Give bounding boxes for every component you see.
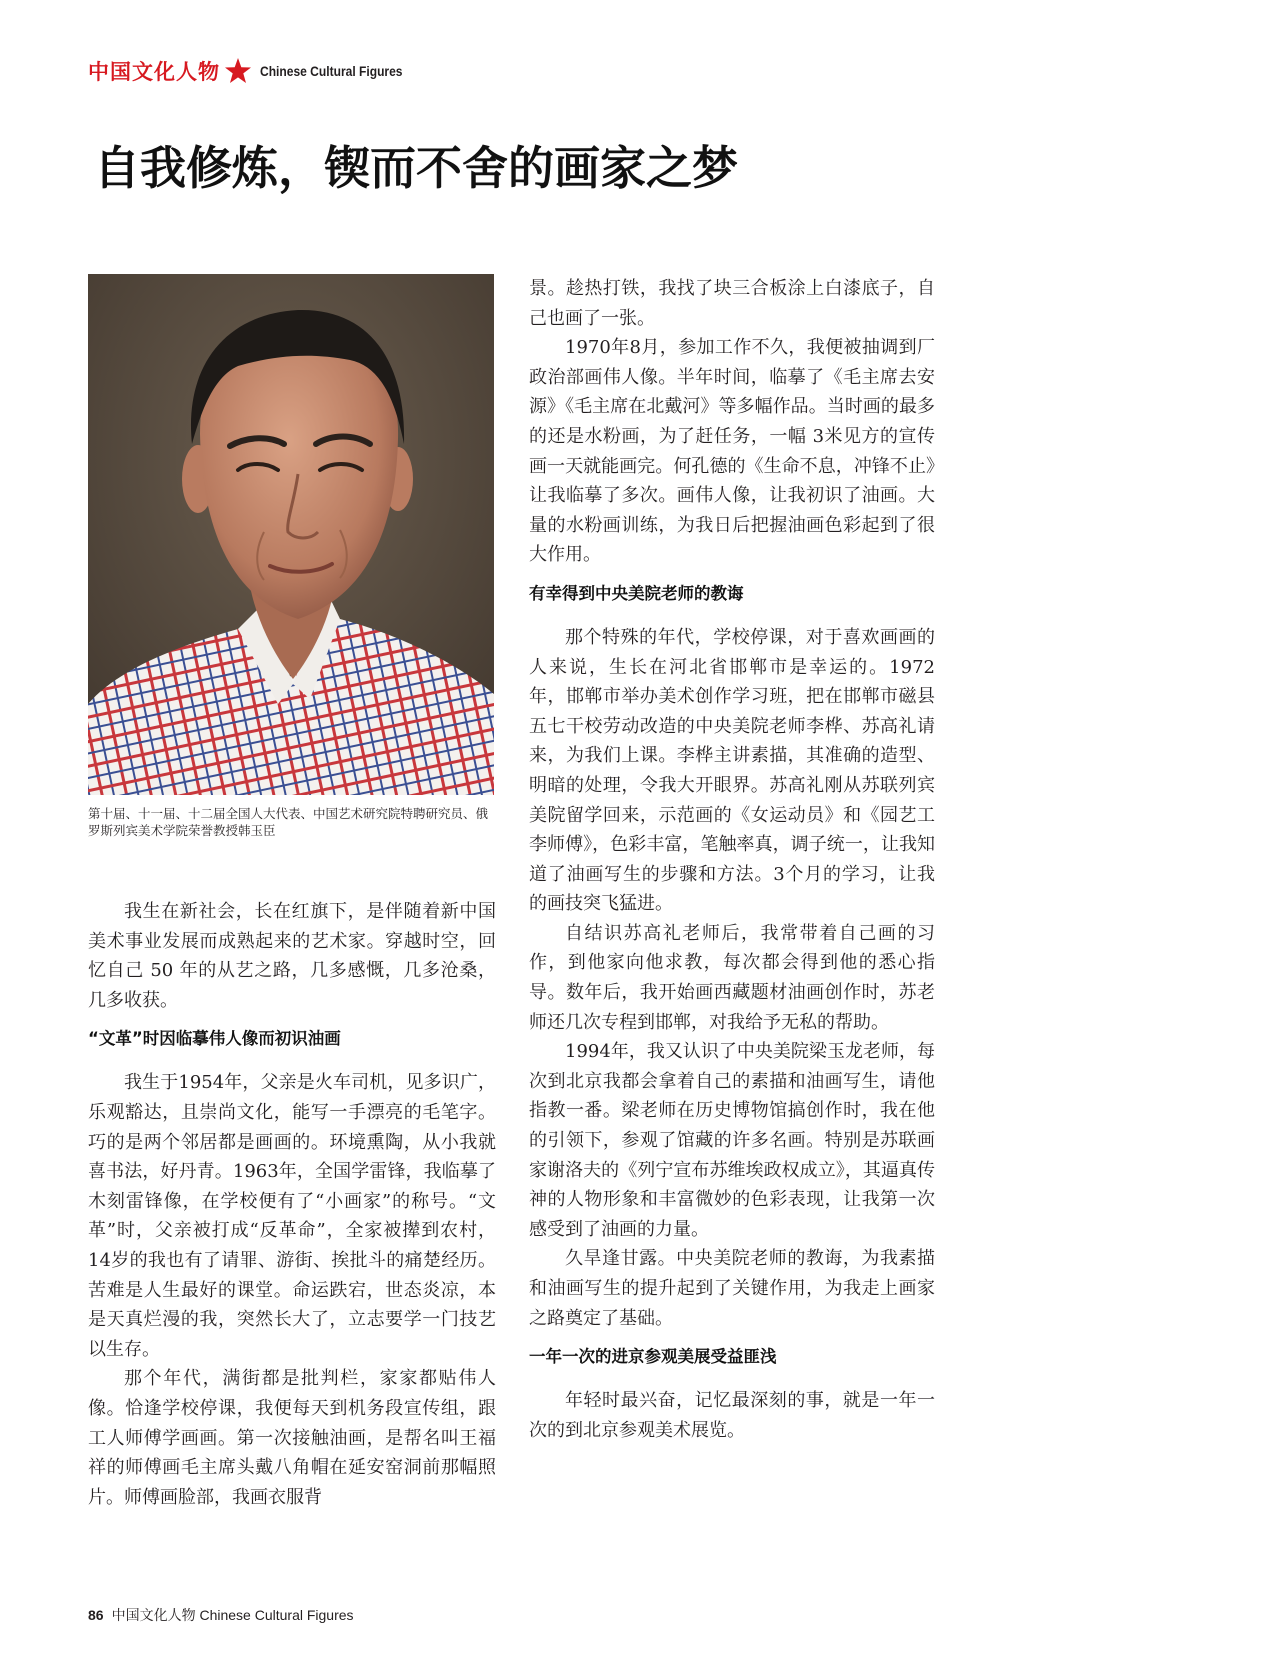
paragraph: 那个年代，满街都是批判栏，家家都贴伟人像。恰逢学校停课，我便每天到机务段宣传组，跟工人师傅学画画。第一次接触油画，是帮名叫王福祥的师傅画毛主席头戴八角帽在延安窑洞前那幅照片。师傅画脸部，我画衣服背 [88, 1368, 496, 1508]
page-number: 86 [88, 1607, 104, 1623]
portrait-illustration [88, 274, 494, 795]
page-footer [88, 1605, 354, 1625]
left-text-column [88, 897, 496, 1512]
paragraph: 久旱逢甘露。中央美院老师的教诲，为我素描和油画写生的提升起到了关键作用，为我走上画家之路奠定了基础。 [529, 1248, 935, 1329]
paragraph: 年轻时最兴奋，记忆最深刻的事，就是一年一次的到北京参观美术展览。 [529, 1390, 935, 1441]
star-icon [224, 57, 252, 85]
continued-paragraph: 景。趁热打铁，我找了块三合板涂上白漆底子，自己也画了一张。 [529, 278, 935, 329]
magazine-name-cn: 中国文化人物 [88, 59, 220, 84]
magazine-name-en: Chinese Cultural Figures [260, 63, 403, 79]
section-heading-1: “文革”时因临摹伟人像而初识油画 [88, 1029, 341, 1049]
section-heading-3: 一年一次的进京参观美展受益匪浅 [529, 1347, 777, 1367]
intro-paragraph: 我生在新社会，长在红旗下，是伴随着新中国美术事业发展而成熟起来的艺术家。穿越时空，回忆自己 50 年的从艺之路，几多感慨，几多沧桑，几多收获。 [88, 901, 496, 1011]
paragraph: 那个特殊的年代，学校停课，对于喜欢画画的人来说，生长在河北省邯郸市是幸运的。1972 年，邯郸市举办美术创作学习班，把在邯郸市磁县五七干校劳动改造的中央美院老师李桦、苏高礼请来，为我们上课。李桦主讲素描，其准确的造型、明暗的处理，令我大开眼界。苏高礼刚从苏联列宾美院留学回来，示范画的《女运动员》和《园艺工李师傅》，色彩丰富，笔触率真，调子统一，让我知道了油画写生的步骤和方法。3个月的学习，让我的画技突飞猛进。 [529, 626, 935, 915]
section-heading-2: 有幸得到中央美院老师的教诲 [529, 583, 744, 603]
right-text-column [529, 274, 935, 1445]
portrait-photo [88, 274, 494, 795]
paragraph: 自结识苏高礼老师后，我常带着自己画的习作，到他家向他求教，每次都会得到他的悉心指导。数年后，我开始画西藏题材油画创作时，苏老师还几次专程到邯郸，对我给予无私的帮助。 [529, 922, 935, 1033]
paragraph: 1970年8月，参加工作不久，我便被抽调到厂政治部画伟人像。半年时间，临摹了《毛主席去安源》《毛主席在北戴河》等多幅作品。当时画的最多的还是水粉画，为了赶任务，一幅 3米见方的宣传画一天就能画完。何孔德的《生命不息，冲锋不止》让我临摹了多次。画伟人像，让我初识了油画。大量的水粉画训练，为我日后把握油画色彩起到了很大作用。 [529, 337, 935, 566]
footer-magazine-name: 中国文化人物 Chinese Cultural Figures [111, 1607, 354, 1623]
article-title: 自我修炼，锲而不舍的画家之梦 [94, 141, 738, 195]
paragraph: 1994年，我又认识了中央美院梁玉龙老师，每次到北京我都会拿着自己的素描和油画写生，请他指教一番。梁老师在历史博物馆搞创作时，我在他的引领下，参观了馆藏的许多名画。特别是苏联画家谢洛夫的《列宁宣布苏维埃政权成立》，其逼真传神的人物形象和丰富微妙的色彩表现，让我第一次感受到了油画的力量。 [529, 1041, 935, 1240]
magazine-header [88, 56, 426, 86]
photo-caption: 第十届、十一届、十二届全国人大代表、中国艺术研究院特聘研究员、俄罗斯列宾美术学院荣誉教授韩玉臣 [88, 806, 489, 838]
paragraph: 我生于1954年，父亲是火车司机，见多识广，乐观豁达，且崇尚文化，能写一手漂亮的毛笔字。巧的是两个邻居都是画画的。环境熏陶，从小我就喜书法，好丹青。1963年，全国学雷锋，我临摹了木刻雷锋像，在学校便有了“小画家”的称号。“文革”时，父亲被打成“反革命”，全家被撵到农村，14岁的我也有了请罪、游街、挨批斗的痛楚经历。苦难是人生最好的课堂。命运跌宕，世态炎凉，本是天真烂漫的我，突然长大了，立志要学一门技艺以生存。 [88, 1072, 496, 1360]
